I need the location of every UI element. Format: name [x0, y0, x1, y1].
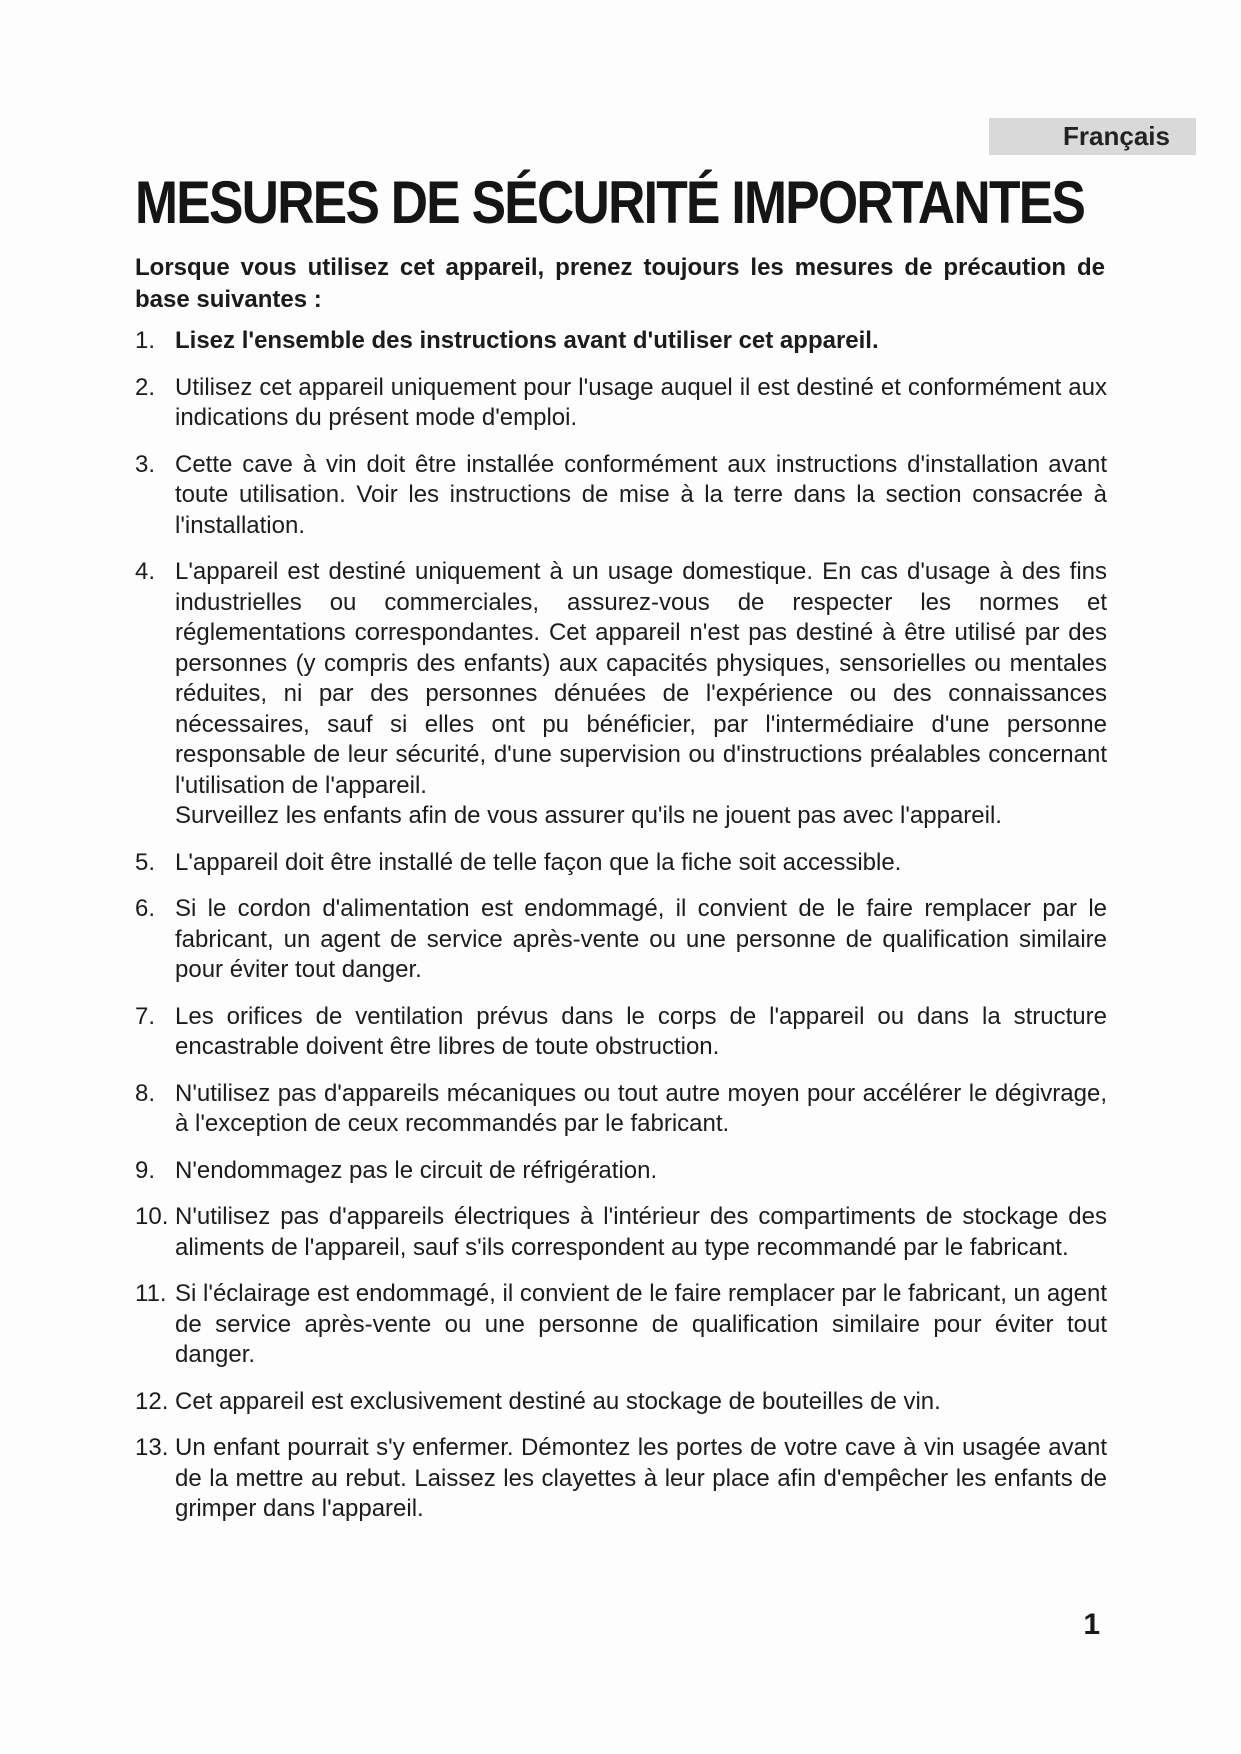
- item-number: 2.: [135, 373, 156, 401]
- item-text-continued: Surveillez les enfants afin de vous assurer qu'ils ne jouent pas avec l'appareil.: [175, 802, 1002, 829]
- item-number: 12.: [135, 1387, 169, 1415]
- item-number: 3.: [135, 450, 156, 478]
- item-text: N'utilisez pas d'appareils électriques à l'intérieur des compartiments de stockage des aliments de l'appareil, sauf s'ils correspondent au type recommandé par le fabricant.: [175, 1203, 1107, 1261]
- list-item: [135, 848, 1107, 879]
- item-number: 9.: [135, 1156, 156, 1184]
- item-number: 13.: [135, 1434, 169, 1461]
- item-text-block: [175, 557, 1107, 832]
- item-text: L'appareil est destiné uniquement à un usage domestique. En cas d'usage à des fins industrielles ou commerciales, assurez-vous de respecter les normes et réglementations correspondantes. Cet appareil n'est pas destiné à être utilisé par des personnes (y compris des enfants) aux capacités physiques, sensorielles ou mentales réduites, ni par des personnes dénuées de l'expérience ou des connaissances nécessaires, sauf si elles ont pu bénéficier, par l'intermédiaire d'une personne responsable de leur sécurité, d'une supervision ou d'instructions préalables concernant l'utilisation de l'appareil.: [175, 558, 1107, 799]
- list-item: [135, 1387, 1107, 1418]
- item-text: N'utilisez pas d'appareils mécaniques ou tout autre moyen pour accélérer le dégivrage, à l'exception de ceux recommandés par le fabricant.: [175, 1079, 1107, 1137]
- item-text: Les orifices de ventilation prévus dans le corps de l'appareil ou dans la structure encastrable doivent être libres de toute obstruction.: [175, 1002, 1107, 1060]
- item-text: N'endommagez pas le circuit de réfrigération.: [175, 1156, 658, 1184]
- item-text: Cet appareil est exclusivement destiné au stockage de bouteilles de vin.: [175, 1387, 941, 1415]
- list-item: [135, 373, 1107, 434]
- item-number: 5.: [135, 848, 156, 876]
- item-text: L'appareil doit être installé de telle façon que la fiche soit accessible.: [175, 848, 902, 876]
- item-number: 6.: [135, 895, 156, 922]
- item-text: Lisez l'ensemble des instructions avant d'utiliser cet appareil.: [175, 327, 879, 354]
- page-number: 1: [1083, 1608, 1100, 1641]
- item-text: Si l'éclairage est endommagé, il convient de le faire remplacer par le fabricant, un agent de service après-vente ou une personne de qualification similaire pour éviter tout danger.: [175, 1280, 1107, 1368]
- list-item: [135, 1279, 1107, 1371]
- list-item: [135, 894, 1107, 986]
- page-title: MESURES DE SÉCURITÉ IMPORTANTES: [135, 169, 1085, 236]
- item-number: 8.: [135, 1079, 156, 1107]
- item-text: Si le cordon d'alimentation est endommagé, il convient de le faire remplacer par le fabricant, un agent de service après-vente ou une personne de qualification similaire pour éviter tout danger.: [175, 895, 1107, 983]
- item-number: 10.: [135, 1203, 169, 1230]
- list-item: [135, 1202, 1107, 1263]
- item-number: 7.: [135, 1002, 156, 1030]
- item-text: Utilisez cet appareil uniquement pour l'usage auquel il est destiné et conformément aux indications du présent mode d'emploi.: [175, 373, 1107, 431]
- list-item: [135, 1002, 1107, 1063]
- list-item: [135, 1156, 1107, 1187]
- list-item: [135, 557, 1107, 832]
- language-tab: Français: [989, 118, 1196, 155]
- item-number: 4.: [135, 558, 156, 585]
- item-number: 11.: [135, 1280, 167, 1307]
- list-item: [135, 1433, 1107, 1525]
- item-text: Cette cave à vin doit être installée conformément aux instructions d'installation avant toute utilisation. Voir les instructions de mise à la terre dans la section consacrée à l'installation.: [175, 450, 1107, 539]
- item-text: Un enfant pourrait s'y enfermer. Démontez les portes de votre cave à vin usagée avant de la mettre au rebut. Laissez les clayettes à leur place afin d'empêcher les enfants de grimper dans l'appareil.: [175, 1434, 1107, 1522]
- list-item: [135, 450, 1107, 542]
- list-item: [135, 1079, 1107, 1140]
- list-item: [135, 326, 1107, 357]
- item-number: 1.: [135, 327, 156, 354]
- intro-paragraph: Lorsque vous utilisez cet appareil, prenez toujours les mesures de précaution de base suivantes :: [135, 254, 1105, 313]
- safety-instructions-list: [135, 326, 1107, 1541]
